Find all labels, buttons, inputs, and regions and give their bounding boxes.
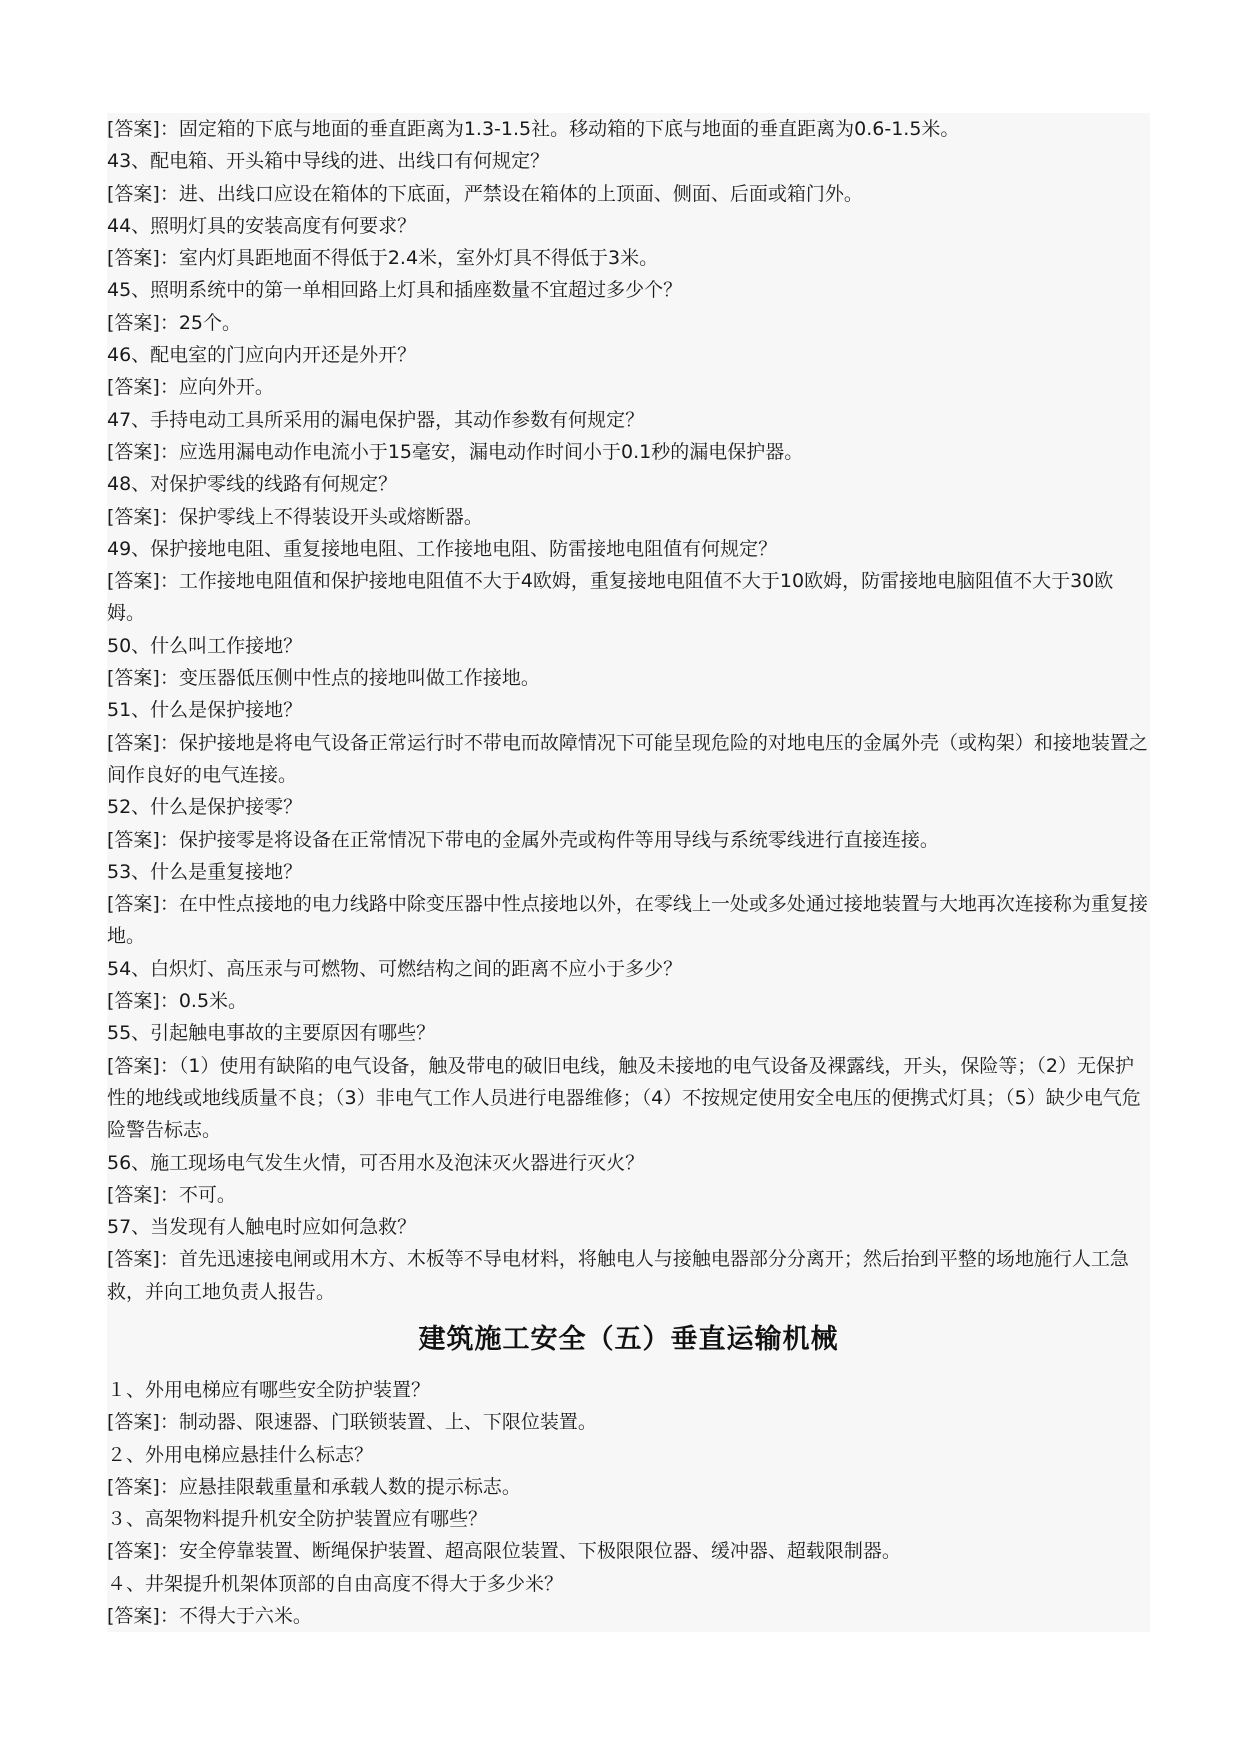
question-52: 52、什么是保护接零？: [107, 796, 303, 819]
question-46: 46、配电室的门应向内开还是外开？: [107, 344, 417, 367]
question-47: 47、手持电动工具所采用的漏电保护器，其动作参数有何规定？: [107, 408, 645, 431]
answer-56: [答案]：不可。: [107, 1183, 236, 1206]
question-49: 49、保护接地电阻、重复接地电阻、工作接地电阻、防雷接地电阻值有何规定？: [107, 537, 778, 560]
answer-47: [答案]：应选用漏电动作电流小于15毫安，漏电动作时间小于0.1秒的漏电保护器。: [107, 440, 804, 463]
answer-43: [答案]：进、出线口应设在箱体的下底面，严禁设在箱体的上顶面、侧面、后面或箱门外。: [107, 182, 863, 205]
answer-49: [答案]：工作接地电阻值和保护接地电阻值不大于4欧姆，重复接地电阻值不大于10欧姆，防雷接地电脑阻值不大于30欧姆。: [107, 570, 1114, 625]
question-57: 57、当发现有人触电时应如何急救？: [107, 1216, 417, 1239]
answer-48: [答案]：保护零线上不得装设开头或熔断器。: [107, 505, 483, 528]
question-53: 53、什么是重复接地？: [107, 860, 303, 883]
question-54: 54、白炽灯、高压汞与可燃物、可燃结构之间的距离不应小于多少？: [107, 957, 683, 980]
answer-52: [答案]：保护接零是将设备在正常情况下带电的金属外壳或构件等用导线与系统零线进行直接连接。: [107, 828, 939, 851]
answer-53: [答案]：在中性点接地的电力线路中除变压器中性点接地以外，在零线上一处或多处通过接地装置与大地再次连接称为重复接地。: [107, 893, 1148, 948]
electrical-safety-qa: [107, 113, 1150, 1308]
question-45: 45、照明系统中的第一单相回路上灯具和插座数量不宜超过多少个？: [107, 279, 683, 302]
question-1: １、外用电梯应有哪些安全防护装置？: [107, 1378, 431, 1401]
question-2: ２、外用电梯应悬挂什么标志？: [107, 1443, 374, 1466]
question-4: ４、井架提升机架体顶部的自由高度不得大于多少米？: [107, 1572, 564, 1595]
question-43: 43、配电箱、开头箱中导线的进、出线口有何规定？: [107, 150, 550, 173]
answer-42: [答案]：固定箱的下底与地面的垂直距离为1.3-1.5社。移动箱的下底与地面的垂直距离为0.6-1.5米。: [107, 118, 960, 140]
answer-54: [答案]：0.5米。: [107, 990, 248, 1013]
answer-45: [答案]：25个。: [107, 311, 242, 334]
document-page: [107, 113, 1150, 1632]
question-56: 56、施工现场电气发生火情，可否用水及泡沫灭火器进行灭火？: [107, 1151, 645, 1174]
answer-44: [答案]：室内灯具距地面不得低于2.4米，室外灯具不得低于3米。: [107, 247, 659, 270]
question-3: ３、高架物料提升机安全防护装置应有哪些？: [107, 1508, 488, 1531]
answer-50: [答案]：变压器低压侧中性点的接地叫做工作接地。: [107, 667, 540, 690]
answer-51: [答案]：保护接地是将电气设备正常运行时不带电而故障情况下可能呈现危险的对地电压的金属外壳（或构架）和接地装置之间作良好的电气连接。: [107, 731, 1148, 786]
answer-2: [答案]：应悬挂限载重量和承载人数的提示标志。: [107, 1475, 521, 1498]
answer-4: [答案]：不得大于六米。: [107, 1605, 312, 1628]
answer-57: [答案]：首先迅速接电闸或用木方、木板等不导电材料，将触电人与接触电器部分分离开；然后抬到平整的场地施行人工急救，并向工地负责人报告。: [107, 1248, 1129, 1303]
question-50: 50、什么叫工作接地？: [107, 634, 303, 657]
section-title: 建筑施工安全（五）垂直运输机械: [418, 1323, 839, 1355]
answer-46: [答案]：应向外开。: [107, 376, 274, 399]
answer-3: [答案]：安全停靠装置、断绳保护装置、超高限位装置、下极限限位器、缓冲器、超载限制器。: [107, 1540, 901, 1563]
vertical-transport-qa: [107, 1374, 1150, 1632]
question-55: 55、引起触电事故的主要原因有哪些？: [107, 1022, 436, 1045]
question-48: 48、对保护零线的线路有何规定？: [107, 473, 398, 496]
answer-55: [答案]：（1）使用有缺陷的电气设备，触及带电的破旧电线，触及未接地的电气设备及裸露线，开头，保险等；（2）无保护性的地线或地线质量不良；（3）非电气工作人员进行电器维修；（4）不按规定使用安全电压的便携式灯具；（5）缺少电气危险警告标志。: [107, 1054, 1141, 1142]
answer-1: [答案]：制动器、限速器、门联锁装置、上、下限位装置。: [107, 1411, 597, 1434]
question-51: 51、什么是保护接地？: [107, 699, 303, 722]
question-44: 44、照明灯具的安装高度有何要求？: [107, 214, 417, 237]
